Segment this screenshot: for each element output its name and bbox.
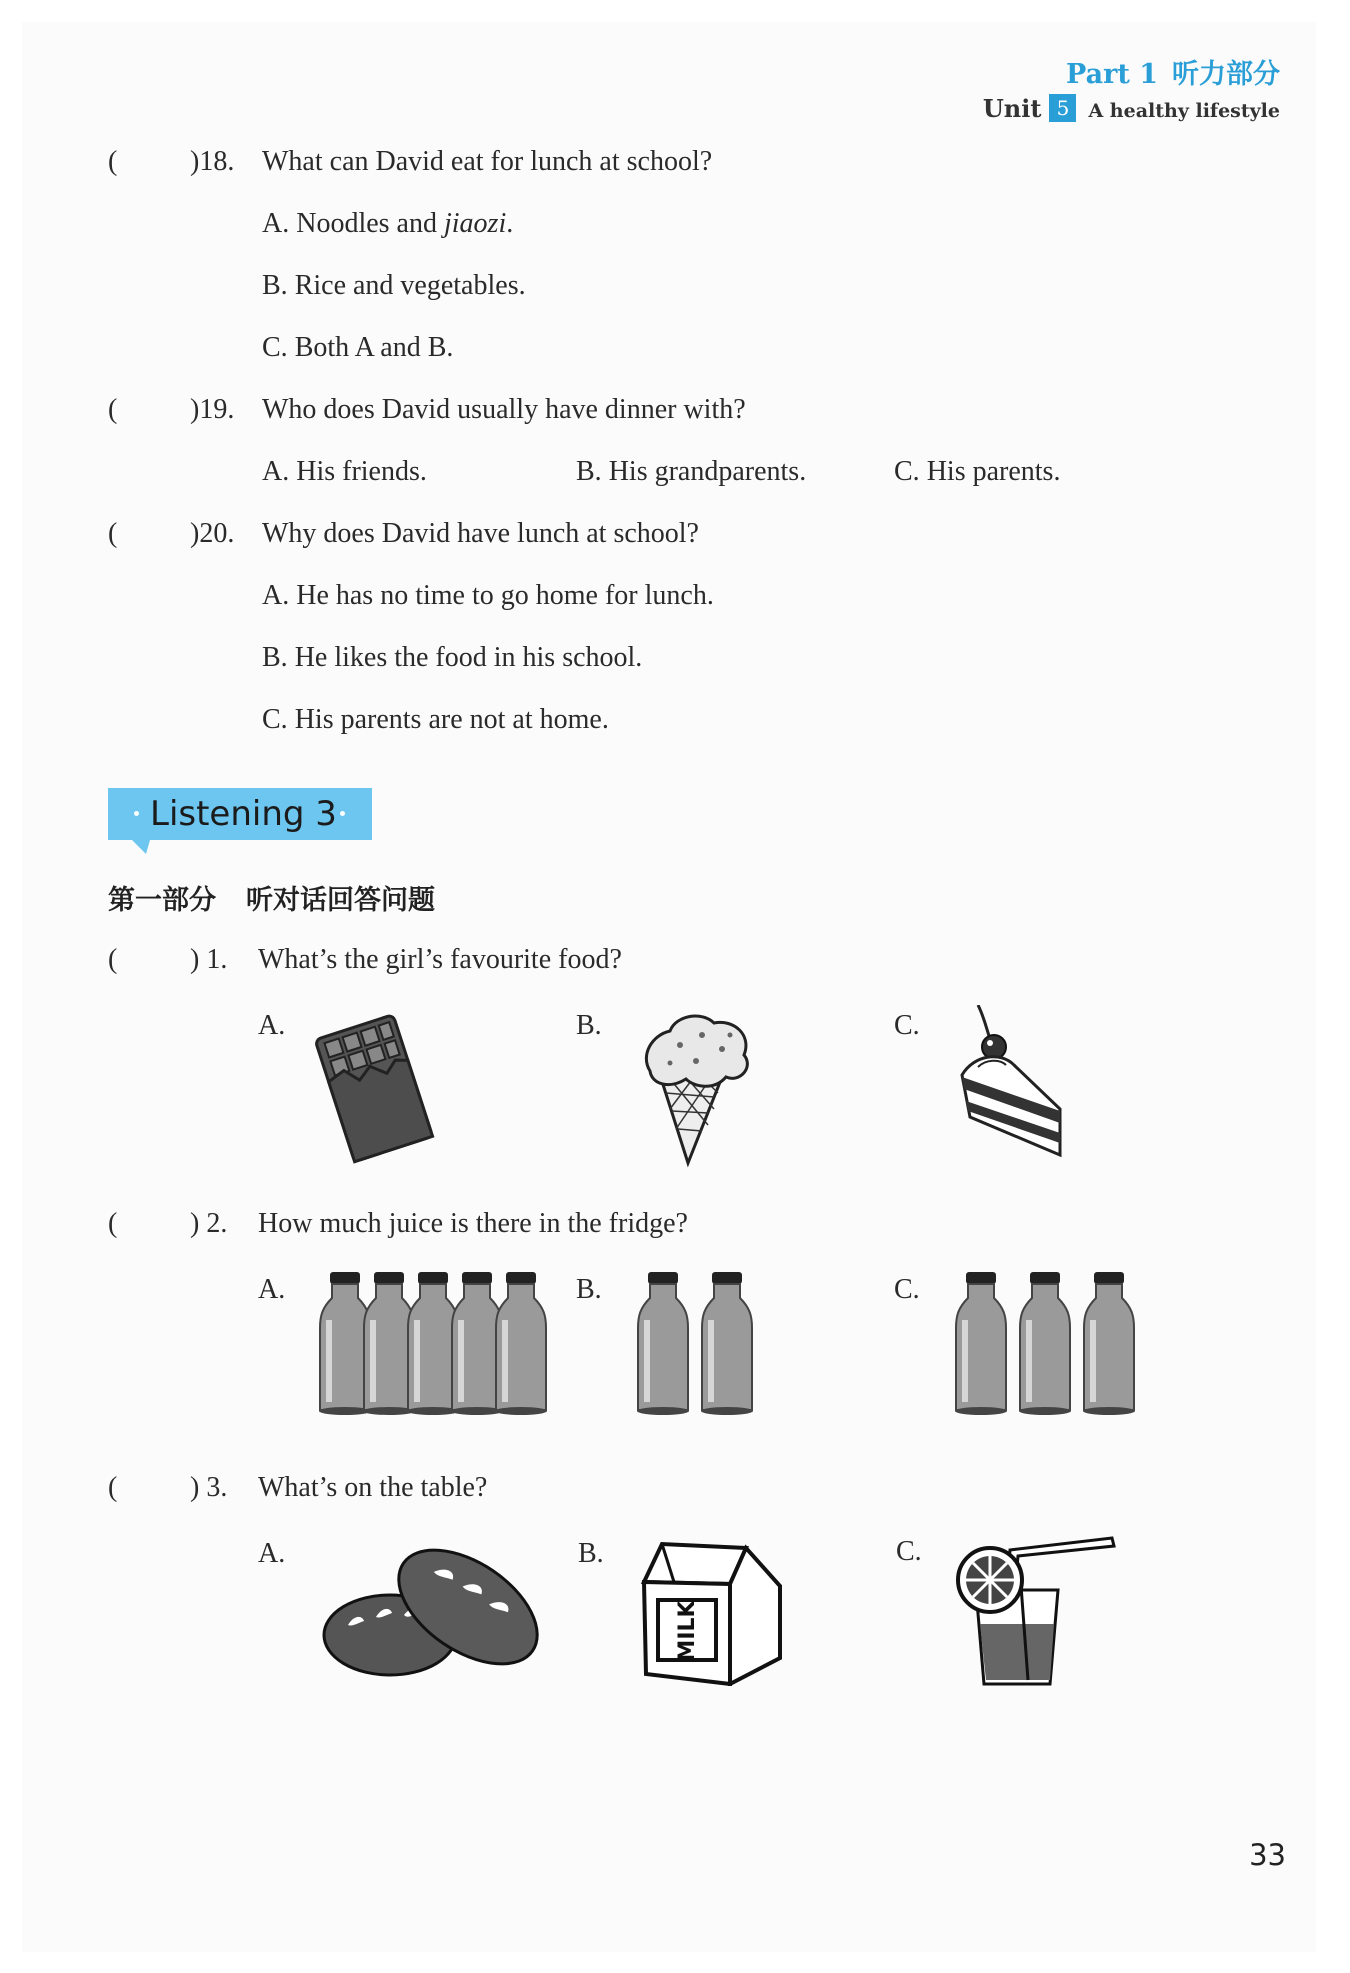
option-text: Rice and vegetables.: [294, 270, 526, 301]
answer-blank[interactable]: (: [108, 1208, 118, 1239]
page-number: 33: [1249, 1838, 1286, 1872]
banner-title: Listening 3: [150, 794, 337, 834]
option-b[interactable]: [262, 270, 526, 302]
question-text: What’s on the table?: [258, 1472, 488, 1503]
option-a[interactable]: [262, 456, 427, 488]
option-tail: .: [506, 208, 514, 239]
question-number: ) 2.: [190, 1208, 228, 1239]
option-text: Both A and B.: [294, 332, 454, 363]
question-number: )18.: [190, 146, 235, 177]
option-letter: A.: [262, 208, 290, 239]
part-header: [1066, 52, 1280, 91]
option-text: His grandparents.: [608, 456, 807, 487]
option-c-label[interactable]: C.: [894, 1274, 920, 1305]
part-label: Part 1: [1066, 59, 1158, 90]
option-letter: A.: [262, 580, 290, 611]
section-heading: [108, 878, 435, 917]
section-banner: [108, 788, 372, 840]
milk-carton-icon[interactable]: [634, 1534, 786, 1686]
option-text: He likes the food in his school.: [294, 642, 643, 673]
question-number: ) 1.: [190, 944, 228, 975]
question-text: What’s the girl’s favourite food?: [258, 944, 622, 975]
option-letter: B.: [262, 270, 288, 301]
section-heading-part: 第一部分: [108, 885, 216, 916]
question-text: How much juice is there in the fridge?: [258, 1208, 688, 1239]
option-c[interactable]: [894, 456, 1060, 488]
juice-bottle-row: [319, 1272, 547, 1415]
option-a-label[interactable]: A.: [258, 1538, 286, 1569]
milk-label: MILK: [675, 1600, 700, 1662]
option-c[interactable]: [262, 332, 453, 364]
answer-blank[interactable]: (: [108, 146, 118, 177]
unit-title: A healthy lifestyle: [1088, 100, 1280, 122]
option-text: Noodles and: [296, 208, 444, 239]
juice-bottle-icon: [1083, 1272, 1135, 1415]
question-text: Who does David usually have dinner with?: [262, 394, 746, 425]
answer-blank[interactable]: (: [108, 394, 118, 425]
juice-bottles-group-a[interactable]: [318, 1270, 548, 1420]
unit-number-badge: 5: [1049, 94, 1076, 122]
question-text: Why does David have lunch at school?: [262, 518, 699, 549]
lemonade-glass-icon[interactable]: [950, 1530, 1120, 1692]
option-letter: A.: [262, 456, 290, 487]
option-letter: C.: [262, 332, 288, 363]
option-c-label[interactable]: C.: [894, 1010, 920, 1041]
option-a-label[interactable]: A.: [258, 1274, 286, 1305]
option-italic-text: jiaozi: [444, 208, 507, 239]
juice-bottle-icon: [701, 1272, 753, 1415]
option-a-label[interactable]: A.: [258, 1010, 286, 1041]
option-letter: C.: [262, 704, 288, 735]
banner-dot-icon: [134, 811, 139, 816]
unit-label: Unit: [982, 94, 1042, 123]
question-number: )19.: [190, 394, 235, 425]
option-b[interactable]: [262, 642, 642, 674]
option-letter: B.: [262, 642, 288, 673]
option-b-label[interactable]: B.: [576, 1010, 602, 1041]
juice-bottle-row: [637, 1272, 753, 1415]
part-chinese-label: 听力部分: [1172, 59, 1280, 90]
ice-cream-cone-icon[interactable]: [630, 1005, 770, 1170]
option-b-label[interactable]: B.: [576, 1274, 602, 1305]
section-heading-task: 听对话回答问题: [246, 885, 435, 916]
option-text: His friends.: [296, 456, 427, 487]
cake-slice-icon[interactable]: [950, 1005, 1070, 1165]
option-c[interactable]: [262, 704, 609, 736]
answer-blank[interactable]: (: [108, 944, 118, 975]
option-b-label[interactable]: B.: [578, 1538, 604, 1569]
juice-bottles-group-c[interactable]: [954, 1270, 1164, 1420]
option-a[interactable]: [262, 208, 513, 240]
option-b[interactable]: [576, 456, 806, 488]
option-text: His parents.: [926, 456, 1061, 487]
option-text: His parents are not at home.: [294, 704, 609, 735]
option-text: He has no time to go home for lunch.: [296, 580, 714, 611]
banner-tail-icon: [132, 840, 150, 854]
juice-bottle-icon: [637, 1272, 689, 1415]
unit-header: [983, 94, 1280, 123]
answer-blank[interactable]: (: [108, 1472, 118, 1503]
juice-bottle-icon: [1019, 1272, 1071, 1415]
question-number: ) 3.: [190, 1472, 228, 1503]
juice-bottles-group-b[interactable]: [636, 1270, 776, 1420]
answer-blank[interactable]: (: [108, 518, 118, 549]
juice-bottle-row: [955, 1272, 1135, 1415]
juice-bottle-icon: [495, 1272, 547, 1415]
option-letter: C.: [894, 456, 920, 487]
question-text: What can David eat for lunch at school?: [262, 146, 713, 177]
option-letter: B.: [576, 456, 602, 487]
banner-dot-icon: [340, 811, 345, 816]
chocolate-bar-icon[interactable]: [310, 1005, 445, 1165]
juice-bottle-icon: [955, 1272, 1007, 1415]
option-a[interactable]: [262, 580, 714, 612]
question-number: )20.: [190, 518, 235, 549]
option-c-label[interactable]: C.: [896, 1536, 922, 1567]
bread-icon[interactable]: [318, 1535, 548, 1685]
